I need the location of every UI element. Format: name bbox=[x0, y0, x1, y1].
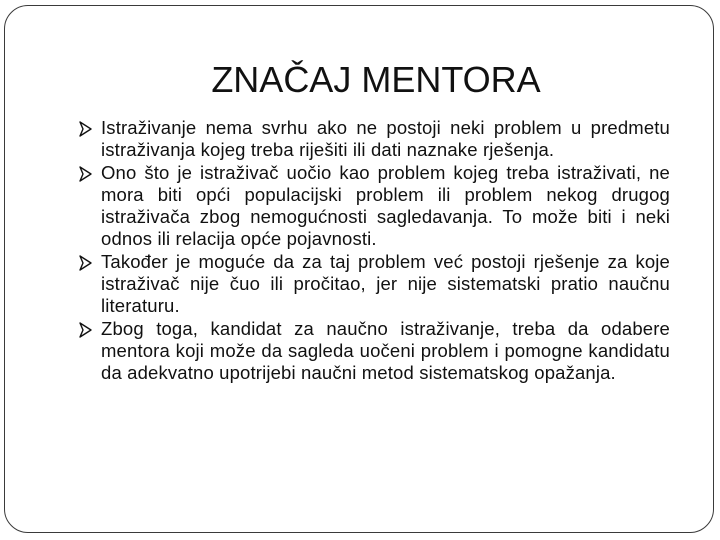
bullet-list bbox=[78, 117, 670, 385]
arrowhead-bullet-icon bbox=[78, 252, 94, 274]
bullet-item bbox=[78, 318, 670, 385]
bullet-text: Zbog toga, kandidat za naučno istraživanje, treba da odabere mentora koji može da sagleda uočeni problem i pomogne kandidatu da adekvatno upotrijebi naučni metod sistematskog opažanja. bbox=[101, 317, 670, 384]
bullet-text: Ono što je istraživač uočio kao problem kojeg treba istraživati, ne mora biti opći populacijski problem ili problem nekog drugog istraživača zbog nemogućnosti sagledavanja. To može biti i neki odnos ili relacija opće pojavnosti. bbox=[101, 161, 670, 250]
arrowhead-bullet-icon bbox=[78, 118, 94, 140]
bullet-text: Također je moguće da za taj problem već postoji rješenje za koje istraživač nije čuo ili pročitao, jer nije sistematski pratio naučnu literaturu. bbox=[101, 250, 670, 317]
arrowhead-bullet-icon bbox=[78, 319, 94, 341]
bullet-item bbox=[78, 162, 670, 251]
bullet-item bbox=[78, 117, 670, 162]
arrowhead-bullet-icon bbox=[78, 163, 94, 185]
bullet-text: Istraživanje nema svrhu ako ne postoji neki problem u predmetu istraživanja kojeg treba riješiti ili dati naznake rješenja. bbox=[101, 117, 670, 161]
bullet-item bbox=[78, 251, 670, 318]
slide-title: ZNAČAJ MENTORA bbox=[211, 59, 541, 100]
